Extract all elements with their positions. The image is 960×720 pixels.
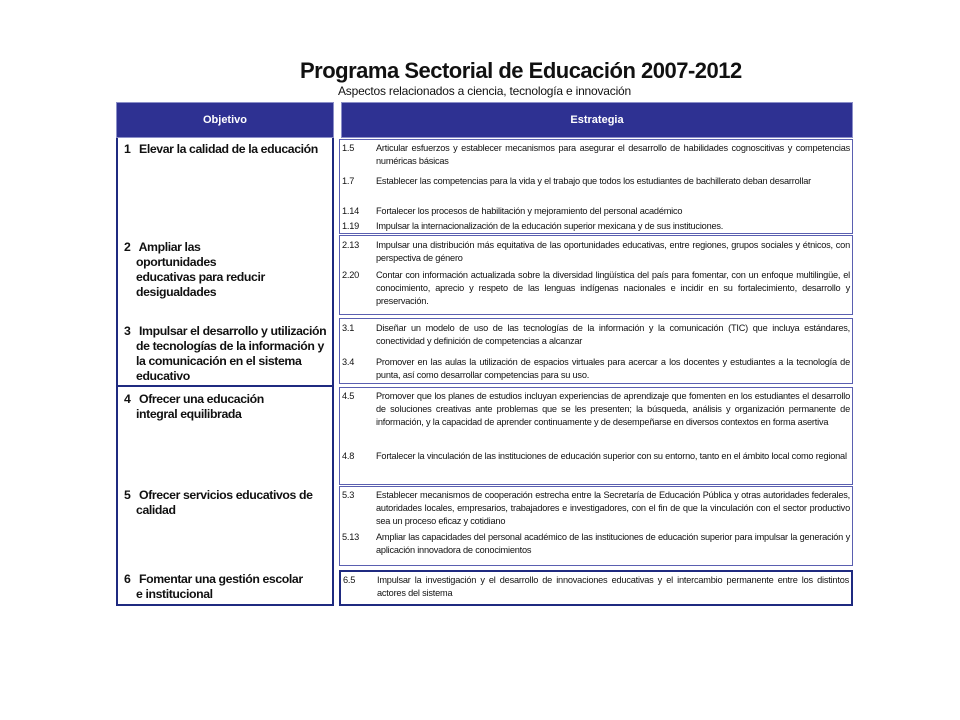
objetivo-row-6 xyxy=(116,570,334,606)
objetivo-row-2 xyxy=(116,234,334,318)
estrategia-item: 1.7 Establecer las competencias para la vida y el trabajo que todos los estudiantes de bachillerato deban desarrollar xyxy=(342,176,812,186)
estrategia-item: 4.8 Fortalecer la vinculación de las instituciones de educación superior con su entorno, tanto en el ámbito local como regional xyxy=(342,451,847,461)
objetivo-text-6: 6 Fomentar una gestión escolar e institucional xyxy=(124,572,303,601)
objetivo-row-1 xyxy=(116,138,334,234)
objetivo-text-2: 2 Ampliar las oportunidades educativas para reducir desigualdades xyxy=(124,240,265,299)
objetivo-text-5: 5 Ofrecer servicios educativos de calidad xyxy=(124,488,313,517)
header-objetivo: Objetivo xyxy=(116,102,334,138)
estrategia-item: 1.5 Articular esfuerzos y establecer mecanismos para asegurar el desarrollo de habilidades cognoscitivas y competencias numéricas básicas xyxy=(342,143,850,166)
estrategia-item: 2.13 Impulsar una distribución más equitativa de las oportunidades educativas, entre regiones, grupos sociales y étnicos, con perspectiva de género xyxy=(342,240,850,263)
objetivo-row-5 xyxy=(116,485,334,570)
estrategia-item: 1.19 Impulsar la internacionalización de la educación superior mexicana y de sus instituciones. xyxy=(342,221,724,231)
estrategia-item: 3.1 Diseñar un modelo de uso de las tecnologías de la información y la comunicación (TIC) que incluya estándares, conectividad y definición de competencias a alcanzar xyxy=(342,323,850,346)
estrategia-box-4 xyxy=(339,387,853,485)
objetivo-row-3 xyxy=(116,318,334,384)
estrategia-item: 1.14 Fortalecer los procesos de habilitación y mejoramiento del personal académico xyxy=(342,206,683,216)
estrategia-box-1 xyxy=(339,139,853,234)
objetivo-text-3: 3 Impulsar el desarrollo y utilización de tecnologías de la información y la comunicación en el sistema educativo xyxy=(124,324,327,383)
estrategia-box-2 xyxy=(339,235,853,315)
estrategia-item: 6.5 Impulsar la investigación y el desarrollo de innovaciones educativas y el intercambio permanente entre los distintos actores del sistema xyxy=(343,575,849,598)
estrategia-item: 4.5 Promover que los planes de estudios incluyan experiencias de aprendizaje que fomenten en los estudiantes el desarrollo de soluciones creativas ante problemas que se les presenten; la búsqueda, análisis y organización permanente de información, y la capacidad de aprender continuamente y de desempeñarse en diversos contextos en forma asertiva xyxy=(342,391,850,427)
estrategia-item: 3.4 Promover en las aulas la utilización de espacios virtuales para acercar a los docentes y estudiantes a la tecnología de punta, así como desarrollar competencias para su uso. xyxy=(342,357,850,380)
objetivo-text-1: 1 Elevar la calidad de la educación xyxy=(124,142,318,156)
estrategia-box-3 xyxy=(339,318,853,384)
header-estrategia: Estrategia xyxy=(341,102,853,138)
page-subtitle: Aspectos relacionados a ciencia, tecnología e innovación xyxy=(338,84,631,98)
estrategia-item: 5.13 Ampliar las capacidades del personal académico de las instituciones de educación superior para impulsar la generación y aplicación innovadora de conocimientos xyxy=(342,532,850,555)
objetivo-row-4 xyxy=(116,385,334,485)
estrategia-box-6 xyxy=(339,570,853,606)
estrategia-item: 2.20 Contar con información actualizada sobre la diversidad lingüística del país para fomentar, con un enfoque multilingüe, el conocimiento, aprecio y respeto de las lenguas indígenas nacionales e incidir en su fortalecimiento, desarrollo y preservación. xyxy=(342,270,850,306)
estrategia-box-5 xyxy=(339,486,853,566)
page-title: Programa Sectorial de Educación 2007-2012 xyxy=(300,58,742,83)
estrategia-item: 5.3 Establecer mecanismos de cooperación estrecha entre la Secretaría de Educación Pública y otras autoridades federales, autoridades locales, empresarios, trabajadores e investigadores, con el fin de que la vinculación con el sector productivo sea un proceso eficaz y cotidiano xyxy=(342,490,850,526)
objetivo-text-4: 4 Ofrecer una educación integral equilibrada xyxy=(124,392,264,421)
